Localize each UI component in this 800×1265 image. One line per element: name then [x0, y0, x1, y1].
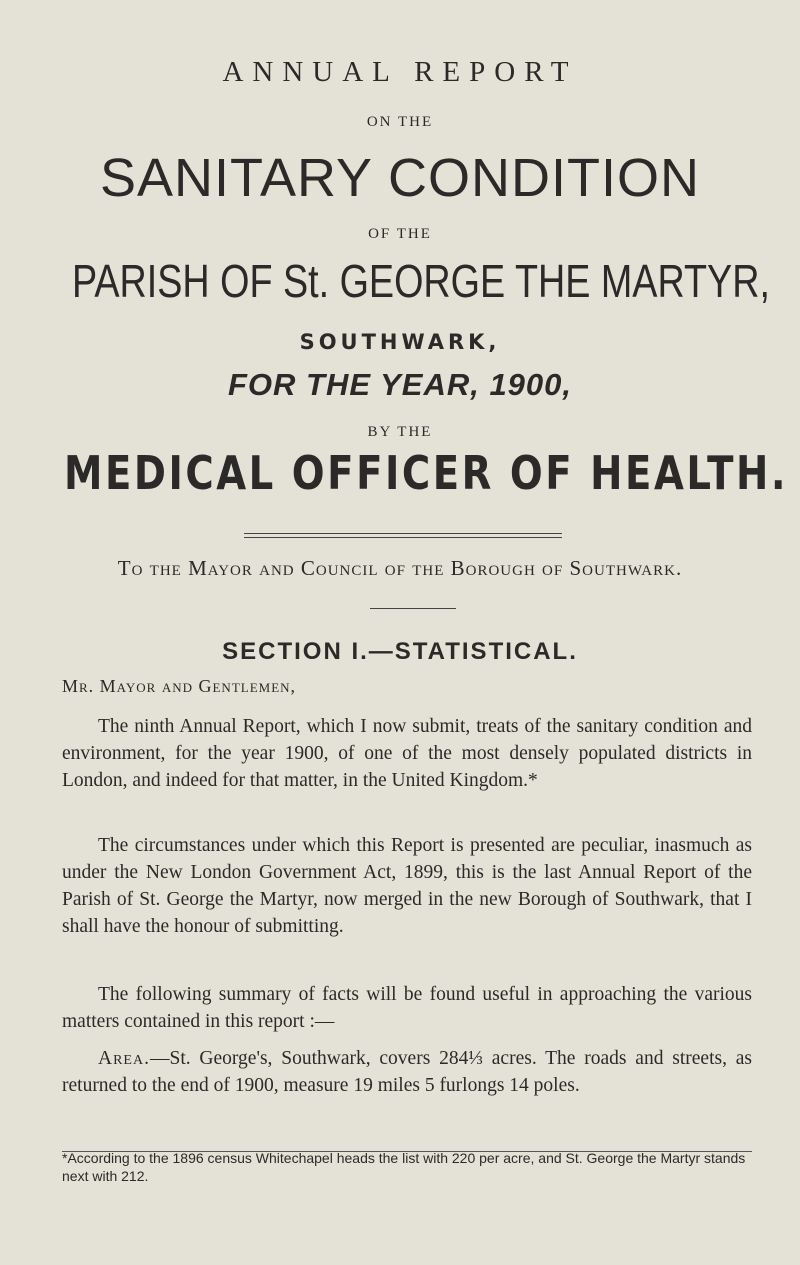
header-annual-report: ANNUAL REPORT	[222, 56, 578, 88]
paragraph-3	[62, 981, 752, 1035]
paragraph-2	[62, 832, 752, 940]
area-label: Area.	[98, 1048, 150, 1069]
paragraph-1-text: The ninth Annual Report, which I now submit, treats of the sanitary condition and environment, for the year 1900, of one of the most densely populated districts in London, and indeed for that matter, in the United Kingdom.*	[62, 716, 752, 791]
header-on-the: ON THE	[366, 114, 434, 130]
salutation: Mr. Mayor and Gentlemen,	[62, 676, 297, 696]
paragraph-1	[62, 713, 752, 794]
address-line: To the Mayor and Council of the Borough of Southwark.	[117, 556, 683, 580]
header-medical-officer: MEDICAL OFFICER OF HEALTH.	[64, 446, 789, 500]
header-by-the: BY THE	[367, 424, 433, 440]
section-heading: SECTION I.—STATISTICAL.	[222, 638, 578, 665]
header-parish: PARISH OF St. GEORGE THE MARTYR,	[72, 255, 770, 307]
footnote: *According to the 1896 census Whitechapel heads the list with 220 per acre, and St. George the Martyr stands next with 212.	[62, 1150, 746, 1184]
header-sanitary-condition: SANITARY CONDITION	[99, 148, 701, 208]
header-of-the: OF THE	[368, 226, 432, 242]
paragraph-3-text: The following summary of facts will be found useful in approaching the various matters contained in this report :—	[62, 984, 752, 1032]
paragraph-2-text: The circumstances under which this Report is presented are peculiar, inasmuch as under the New London Government Act, 1899, this is the last Annual Report of the Parish of St. George the Martyr, now merged in the new Borough of Southwark, that I shall have the honour of submitting.	[62, 835, 752, 937]
title-divider	[244, 533, 562, 538]
section-divider	[370, 608, 456, 609]
paragraph-area	[62, 1045, 752, 1099]
paragraph-area-text: —St. George's, Southwark, covers 284⅓ acres. The roads and streets, as returned to the end of 1900, measure 19 miles 5 furlongs 14 poles.	[62, 1048, 752, 1096]
header-southwark: SOUTHWARK,	[299, 330, 501, 354]
header-year: FOR THE YEAR, 1900,	[227, 367, 573, 402]
